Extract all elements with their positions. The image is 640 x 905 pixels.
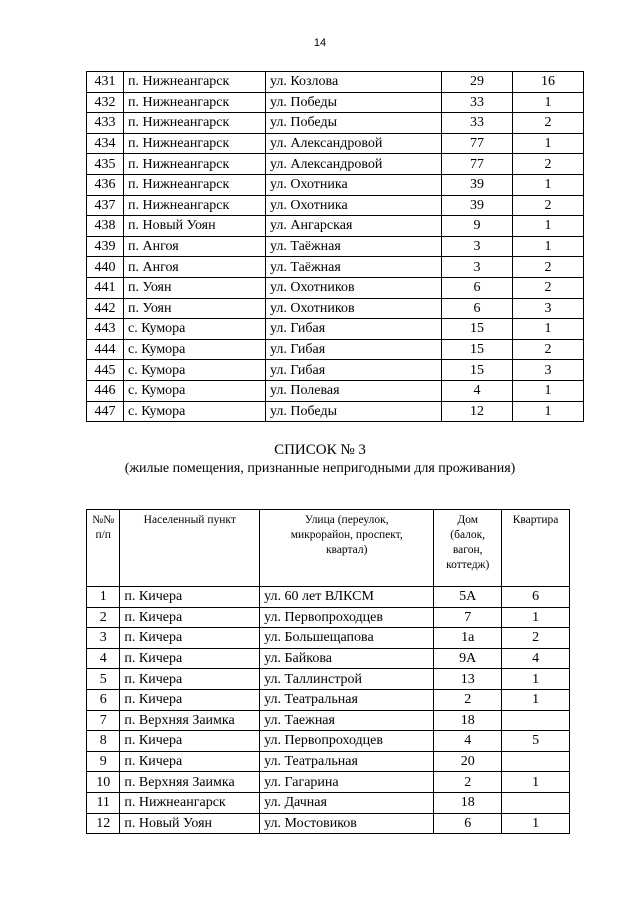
table-row — [87, 731, 570, 752]
cell-apartment: 1 — [502, 669, 570, 690]
cell-house: 29 — [442, 72, 513, 93]
cell-settlement: п. Уоян — [124, 298, 266, 319]
cell-apartment: 1 — [502, 689, 570, 710]
cell-street: ул. Козлова — [266, 72, 442, 93]
cell-num: 8 — [87, 731, 120, 752]
cell-num: 445 — [87, 360, 124, 381]
table-row — [87, 154, 584, 175]
cell-house: 6 — [442, 277, 513, 298]
header-num: №№ п/п — [87, 510, 120, 587]
cell-street: ул. Полевая — [266, 380, 442, 401]
cell-settlement: с. Кумора — [124, 401, 266, 422]
cell-settlement: п. Нижнеангарск — [124, 113, 266, 134]
cell-settlement: п. Верхняя Заимка — [120, 772, 260, 793]
cell-settlement: п. Нижнеангарск — [124, 133, 266, 154]
cell-settlement: п. Ангоя — [124, 236, 266, 257]
cell-street: ул. Александровой — [266, 133, 442, 154]
cell-house: 15 — [442, 360, 513, 381]
cell-street: ул. Победы — [266, 92, 442, 113]
cell-apartment: 1 — [513, 216, 584, 237]
cell-house: 39 — [442, 195, 513, 216]
header-street: Улица (переулок, микрорайон, проспект, квартал) — [260, 510, 434, 587]
cell-street: ул. Гибая — [266, 360, 442, 381]
cell-num: 432 — [87, 92, 124, 113]
table-row — [87, 257, 584, 278]
cell-num: 434 — [87, 133, 124, 154]
housing-table-continued — [86, 71, 584, 422]
cell-house: 3 — [442, 236, 513, 257]
cell-house: 4 — [434, 731, 502, 752]
cell-street: ул. 60 лет ВЛКСМ — [260, 587, 434, 608]
table-row — [87, 216, 584, 237]
cell-apartment: 2 — [513, 195, 584, 216]
cell-apartment: 1 — [513, 401, 584, 422]
cell-house: 15 — [442, 319, 513, 340]
cell-num: 5 — [87, 669, 120, 690]
cell-house: 9А — [434, 648, 502, 669]
cell-house: 6 — [442, 298, 513, 319]
cell-apartment: 1 — [513, 174, 584, 195]
cell-street: ул. Байкова — [260, 648, 434, 669]
table-row — [87, 380, 584, 401]
cell-apartment: 3 — [513, 298, 584, 319]
cell-apartment: 4 — [502, 648, 570, 669]
cell-num: 433 — [87, 113, 124, 134]
cell-apartment: 2 — [513, 113, 584, 134]
cell-settlement: п. Новый Уоян — [120, 813, 260, 834]
cell-settlement: п. Нижнеангарск — [124, 174, 266, 195]
table-row — [87, 669, 570, 690]
cell-settlement: п. Ангоя — [124, 257, 266, 278]
cell-apartment: 16 — [513, 72, 584, 93]
table-header-row — [87, 510, 570, 587]
table-row — [87, 751, 570, 772]
cell-house: 2 — [434, 689, 502, 710]
cell-num: 2 — [87, 607, 120, 628]
cell-house: 13 — [434, 669, 502, 690]
cell-apartment: 1 — [513, 319, 584, 340]
cell-house: 12 — [442, 401, 513, 422]
cell-street: ул. Охотника — [266, 195, 442, 216]
cell-num: 444 — [87, 339, 124, 360]
cell-num: 10 — [87, 772, 120, 793]
cell-apartment: 3 — [513, 360, 584, 381]
table-row — [87, 72, 584, 93]
cell-settlement: п. Новый Уоян — [124, 216, 266, 237]
cell-apartment: 1 — [502, 607, 570, 628]
cell-settlement: п. Кичера — [120, 751, 260, 772]
cell-house: 6 — [434, 813, 502, 834]
cell-settlement: п. Кичера — [120, 648, 260, 669]
cell-num: 3 — [87, 628, 120, 649]
cell-settlement: п. Нижнеангарск — [120, 792, 260, 813]
cell-street: ул. Ангарская — [266, 216, 442, 237]
table-row — [87, 772, 570, 793]
table-row — [87, 319, 584, 340]
table-row — [87, 607, 570, 628]
cell-apartment: 5 — [502, 731, 570, 752]
cell-settlement: п. Кичера — [120, 689, 260, 710]
table-row — [87, 401, 584, 422]
list-subtitle: (жилые помещения, признанные непригодными для проживания) — [124, 461, 516, 476]
cell-num: 1 — [87, 587, 120, 608]
cell-num: 4 — [87, 648, 120, 669]
cell-settlement: п. Верхняя Заимка — [120, 710, 260, 731]
cell-street: ул. Театральная — [260, 751, 434, 772]
cell-street: ул. Таллинстрой — [260, 669, 434, 690]
cell-house: 1а — [434, 628, 502, 649]
cell-house: 77 — [442, 154, 513, 175]
cell-street: ул. Александровой — [266, 154, 442, 175]
cell-num: 446 — [87, 380, 124, 401]
table-row — [87, 648, 570, 669]
cell-street: ул. Таежная — [260, 710, 434, 731]
cell-apartment: 2 — [502, 628, 570, 649]
unfit-housing-table — [86, 509, 570, 834]
page-number: 14 — [313, 37, 327, 49]
cell-house: 9 — [442, 216, 513, 237]
cell-settlement: п. Нижнеангарск — [124, 72, 266, 93]
cell-house: 18 — [434, 710, 502, 731]
table-row — [87, 298, 584, 319]
cell-street: ул. Первопроходцев — [260, 607, 434, 628]
list-title: СПИСОК № 3 — [274, 442, 366, 458]
cell-apartment — [502, 751, 570, 772]
cell-settlement: п. Кичера — [120, 669, 260, 690]
header-apartment: Квартира — [502, 510, 570, 587]
header-house: Дом (балок, вагон, коттедж) — [434, 510, 502, 587]
cell-settlement: с. Кумора — [124, 319, 266, 340]
cell-street: ул. Театральная — [260, 689, 434, 710]
cell-apartment — [502, 710, 570, 731]
cell-street: ул. Первопроходцев — [260, 731, 434, 752]
cell-num: 11 — [87, 792, 120, 813]
cell-num: 7 — [87, 710, 120, 731]
table-row — [87, 710, 570, 731]
cell-settlement: с. Кумора — [124, 360, 266, 381]
cell-house: 4 — [442, 380, 513, 401]
cell-street: ул. Таёжная — [266, 236, 442, 257]
table-row — [87, 792, 570, 813]
cell-house: 20 — [434, 751, 502, 772]
cell-house: 77 — [442, 133, 513, 154]
cell-num: 431 — [87, 72, 124, 93]
cell-settlement: с. Кумора — [124, 339, 266, 360]
table-row — [87, 587, 570, 608]
cell-num: 9 — [87, 751, 120, 772]
cell-num: 439 — [87, 236, 124, 257]
cell-apartment: 2 — [513, 339, 584, 360]
cell-street: ул. Победы — [266, 113, 442, 134]
cell-num: 440 — [87, 257, 124, 278]
header-settlement: Населенный пункт — [120, 510, 260, 587]
cell-settlement: п. Нижнеангарск — [124, 195, 266, 216]
table-row — [87, 813, 570, 834]
cell-apartment: 2 — [513, 257, 584, 278]
cell-apartment: 2 — [513, 277, 584, 298]
cell-street: ул. Гибая — [266, 339, 442, 360]
table-row — [87, 174, 584, 195]
cell-street: ул. Охотников — [266, 298, 442, 319]
cell-settlement: п. Нижнеангарск — [124, 154, 266, 175]
cell-settlement: п. Кичера — [120, 628, 260, 649]
table-row — [87, 133, 584, 154]
cell-num: 6 — [87, 689, 120, 710]
cell-house: 2 — [434, 772, 502, 793]
cell-settlement: с. Кумора — [124, 380, 266, 401]
cell-street: ул. Охотников — [266, 277, 442, 298]
cell-num: 438 — [87, 216, 124, 237]
cell-house: 5А — [434, 587, 502, 608]
table-row — [87, 113, 584, 134]
cell-apartment: 6 — [502, 587, 570, 608]
cell-apartment: 1 — [502, 772, 570, 793]
cell-num: 442 — [87, 298, 124, 319]
table-row — [87, 339, 584, 360]
cell-num: 436 — [87, 174, 124, 195]
cell-num: 443 — [87, 319, 124, 340]
table-row — [87, 236, 584, 257]
cell-apartment: 1 — [513, 236, 584, 257]
cell-street: ул. Гибая — [266, 319, 442, 340]
cell-house: 33 — [442, 92, 513, 113]
cell-street: ул. Мостовиков — [260, 813, 434, 834]
cell-street: ул. Большещапова — [260, 628, 434, 649]
cell-street: ул. Гагарина — [260, 772, 434, 793]
cell-street: ул. Победы — [266, 401, 442, 422]
cell-apartment — [502, 792, 570, 813]
cell-apartment: 1 — [513, 92, 584, 113]
cell-num: 447 — [87, 401, 124, 422]
cell-num: 435 — [87, 154, 124, 175]
table-row — [87, 628, 570, 649]
cell-street: ул. Охотника — [266, 174, 442, 195]
cell-settlement: п. Кичера — [120, 731, 260, 752]
table-row — [87, 277, 584, 298]
table-row — [87, 92, 584, 113]
cell-num: 441 — [87, 277, 124, 298]
cell-apartment: 1 — [513, 133, 584, 154]
cell-num: 437 — [87, 195, 124, 216]
cell-num: 12 — [87, 813, 120, 834]
cell-street: ул. Дачная — [260, 792, 434, 813]
cell-settlement: п. Кичера — [120, 607, 260, 628]
cell-apartment: 2 — [513, 154, 584, 175]
cell-apartment: 1 — [502, 813, 570, 834]
table-row — [87, 689, 570, 710]
cell-house: 33 — [442, 113, 513, 134]
cell-house: 15 — [442, 339, 513, 360]
cell-house: 7 — [434, 607, 502, 628]
cell-settlement: п. Кичера — [120, 587, 260, 608]
cell-house: 39 — [442, 174, 513, 195]
table-row — [87, 360, 584, 381]
cell-house: 3 — [442, 257, 513, 278]
table-row — [87, 195, 584, 216]
cell-apartment: 1 — [513, 380, 584, 401]
cell-settlement: п. Уоян — [124, 277, 266, 298]
cell-settlement: п. Нижнеангарск — [124, 92, 266, 113]
cell-street: ул. Таёжная — [266, 257, 442, 278]
cell-house: 18 — [434, 792, 502, 813]
